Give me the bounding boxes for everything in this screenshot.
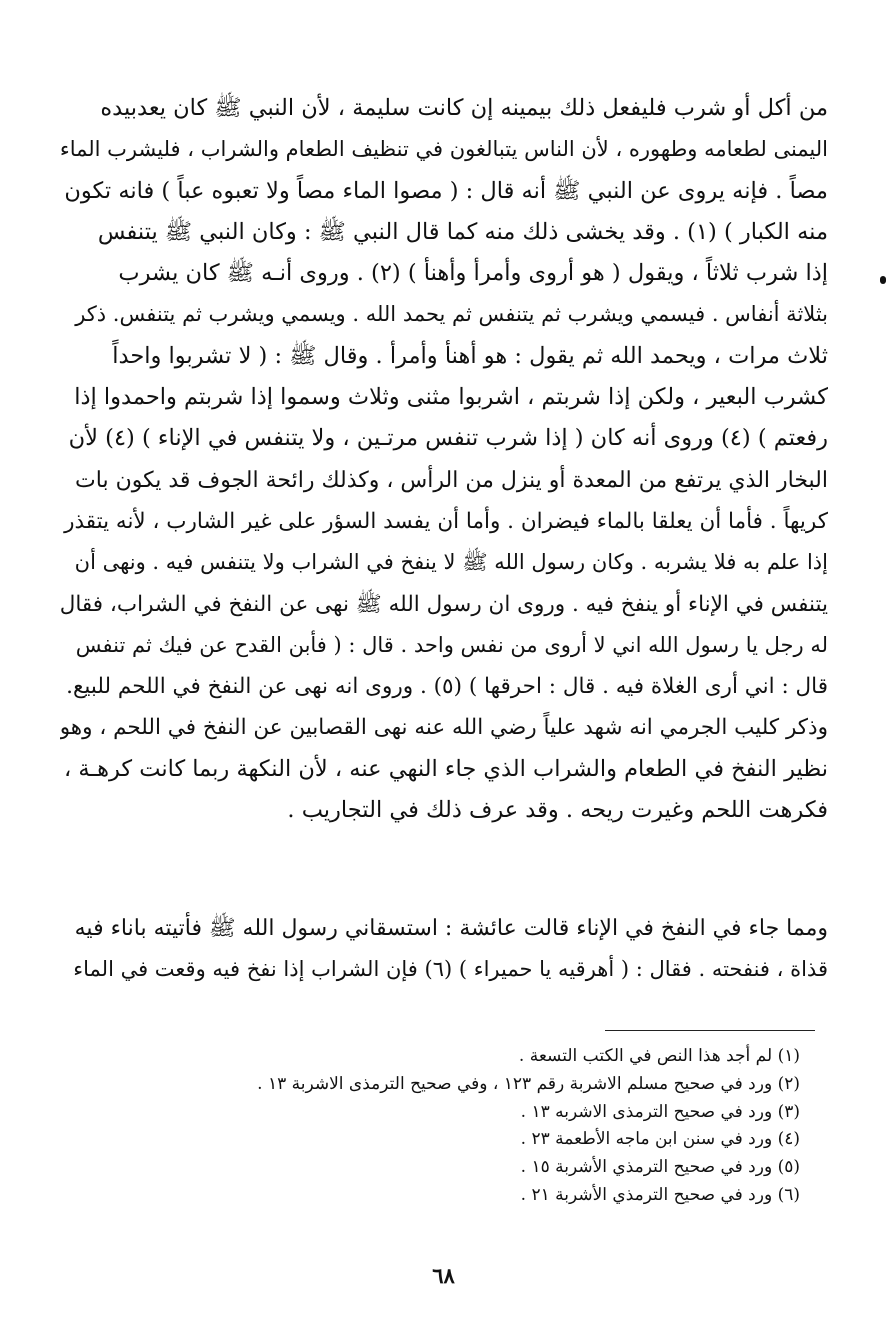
- text-line: قال : اني أرى الغلاة فيه . قال : احرقها ) (٥) . وروى انه نهى عن النفخ في اللحم للبيع.: [66, 674, 828, 700]
- text-line: بثلاثة أنفاس . فيسمي ويشرب ثم يتنفس ثم يحمد الله . ويسمي ويشرب ثم يتنفس. ذكر: [75, 302, 828, 327]
- footnote: (٤) ورد في سنن ابن ماجه الأطعمة ٢٣ .: [520, 1129, 800, 1150]
- text-line: وذكر كليب الجرمي انه شهد علياً رضي الله عنه نهى القصابين عن النفخ في اللحم ، وهو: [60, 715, 828, 741]
- text-line: كريهاً . فأما أن يعلقا بالماء فيضران . وأما أن يفسد السؤر على غير الشارب ، لأنه يتقذر: [64, 508, 828, 534]
- footnote: (٢) ورد في صحيح مسلم الاشربة رقم ١٢٣ ، وفي صحيح الترمذى الاشربة ١٣ .: [257, 1073, 800, 1094]
- text-line: إذا شرب ثلاثاً ، ويقول ( هو أروى وأمرأ وأهنأ ) (٢) . وروى أنـه ﷺ كان يشرب: [118, 260, 828, 287]
- text-line: إذا علم به فلا يشربه . وكان رسول الله ﷺ لا ينفخ في الشراب ولا يتنفس فيه . ونهى أن: [74, 550, 828, 575]
- footnotes: [120, 1043, 800, 1210]
- page-number: ٦٨: [432, 1263, 455, 1288]
- text-line: قذاة ، فنفحته . فقال : ( أهرقيه يا حميراء ) (٦) فإن الشراب إذا نفخ فيه وقعت في الماء: [73, 957, 828, 982]
- text-line: ثلاث مرات ، ويحمد الله ثم يقول : هو أهنأ وأمرأ . وقال ﷺ : ( لا تشربوا واحداً: [112, 342, 828, 369]
- text-line: البخار الذي يرتفع من المعدة أو ينزل من الرأس ، وكذلك رائحة الجوف قد يكون بات: [75, 467, 828, 493]
- margin-ink-mark: [880, 276, 886, 284]
- text-line: مصاً . فإنه يروى عن النبي ﷺ أنه قال : ( مصوا الماء مصاً ولا تعبوه عباً ) فانه تكون: [64, 177, 828, 204]
- text-line: فكرهت اللحم وغيرت ريحه . وقد عرف ذلك في التجاريب .: [287, 797, 828, 824]
- footnote: (٣) ورد في صحيح الترمذى الاشربه ١٣ .: [520, 1101, 800, 1122]
- text-line: نظير النفخ في الطعام والشراب الذي جاء النهي عنه ، لأن النكهة ربما كانت كرهـة ،: [64, 755, 828, 782]
- paragraph-2: [60, 908, 828, 991]
- paragraph-1: [60, 88, 828, 831]
- text-line: ومما جاء في النفخ في الإناء قالت عائشة : استسقاني رسول الله ﷺ فأتيته باناء فيه: [74, 916, 828, 941]
- text-line: رفعتم ) (٤) وروى أنه كان ( إذا شرب تنفس مرتـين ، ولا يتنفس في الإناء ) (٤) لأن: [68, 425, 828, 452]
- text-line: له رجل يا رسول الله اني لا أروى من نفس واحد . قال : ( فأبن القدح عن فيك ثم تنفس: [75, 632, 828, 657]
- footnote: (٥) ورد في صحيح الترمذي الأشربة ١٥ .: [520, 1157, 800, 1178]
- footnote: (١) لم أجد هذا النص في الكتب التسعة .: [518, 1046, 800, 1066]
- text-line: كشرب البعير ، ولكن إذا شربتم ، اشربوا مثنى وثلاث وسموا إذا شربتم واحمدوا إذا: [74, 384, 828, 411]
- text-line: يتنفس في الإناء أو ينفخ فيه . وروى ان رسول الله ﷺ نهى عن النفخ في الشراب، فقال: [60, 591, 828, 617]
- text-line: منه الكبار ) (١) . وقد يخشى ذلك منه كما قال النبي ﷺ : وكان النبي ﷺ يتنفس: [97, 218, 828, 245]
- footnote-separator: [605, 1030, 815, 1031]
- text-line: اليمنى لطعامه وطهوره ، لأن الناس يتبالغون في تنظيف الطعام والشراب ، فليشرب الماء: [60, 137, 828, 162]
- text-line: من أكل أو شرب فليفعل ذلك بيمينه إن كانت سليمة ، لأن النبي ﷺ كان يعدبيده: [100, 95, 828, 121]
- footnote: (٦) ورد في صحيح الترمذي الأشربة ٢١ .: [520, 1184, 800, 1205]
